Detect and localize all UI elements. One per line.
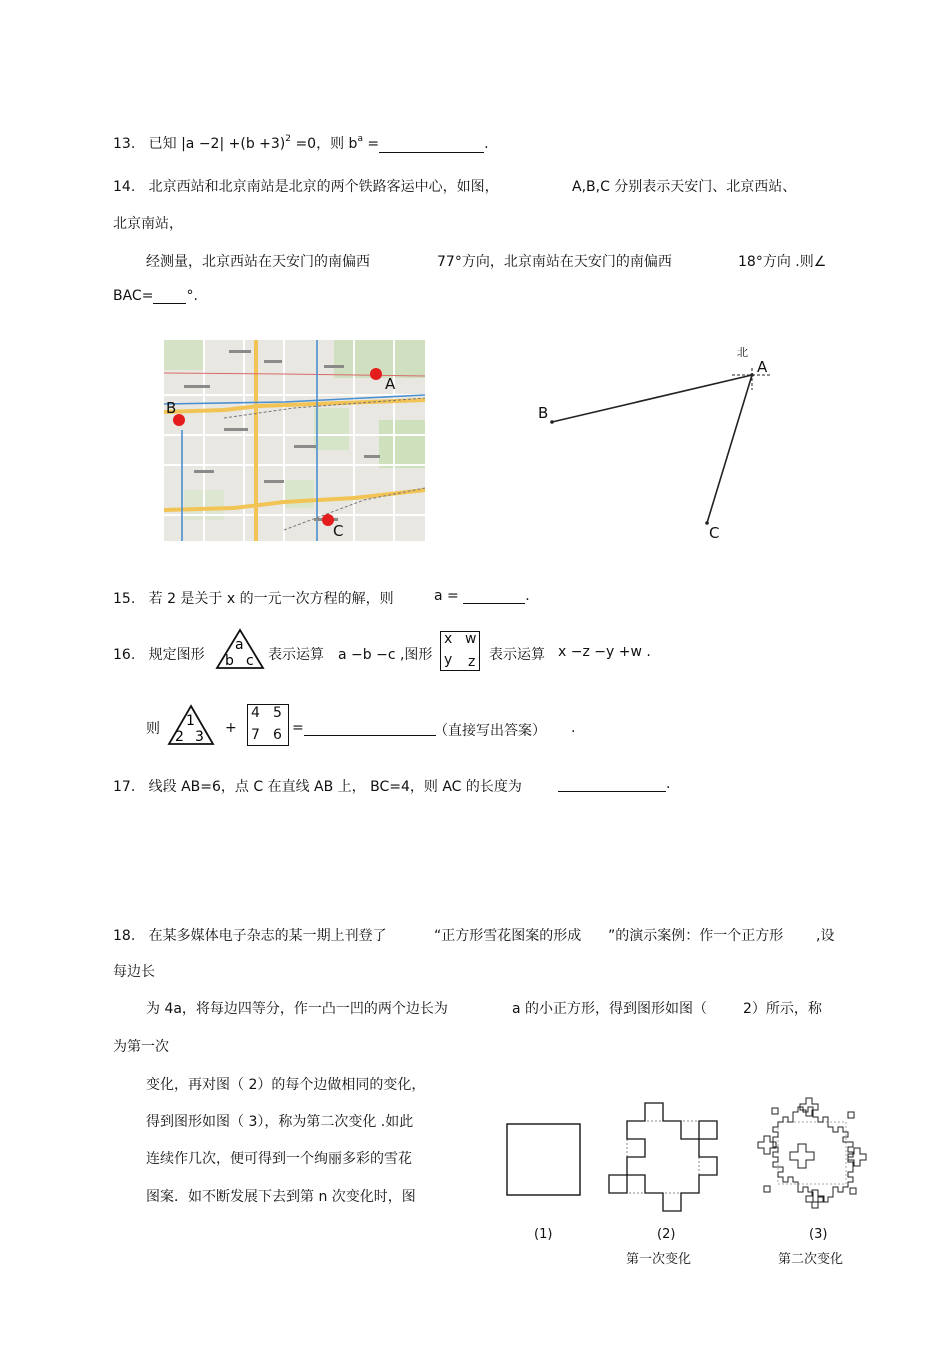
q15-text: 若 2 是关于 x 的一元一次方程的解，则 bbox=[148, 591, 394, 607]
triangle-instance-icon bbox=[167, 704, 215, 746]
beijing-map-image bbox=[164, 340, 425, 541]
q14-line4a: BAC= bbox=[113, 288, 154, 304]
figure-3-caption: 第二次变化 bbox=[778, 1252, 844, 1267]
q13-answer-blank[interactable] bbox=[379, 138, 484, 153]
q16-plus: + bbox=[225, 720, 237, 736]
figure-1-label: (1) bbox=[534, 1227, 553, 1242]
q14-number: 14. bbox=[113, 179, 136, 195]
q18-line1c: ”的演示案例：作一个正方形 bbox=[608, 928, 784, 944]
q17-answer-blank[interactable] bbox=[558, 777, 666, 792]
q17-text: 线段 AB=6，点 C 在直线 AB 上， BC=4，则 AC 的长度为 bbox=[148, 779, 522, 795]
q15-answer bbox=[434, 588, 530, 604]
tri-right: c bbox=[246, 653, 254, 669]
diagram-label-c: C bbox=[709, 524, 720, 542]
q16-text2: 表示运算 bbox=[268, 647, 324, 663]
q18-line4: 为第一次 bbox=[113, 1039, 169, 1055]
q16-answer bbox=[292, 720, 436, 736]
box-bl: y bbox=[444, 652, 453, 668]
q17-number: 17. bbox=[113, 779, 136, 795]
q17-end: . bbox=[666, 776, 671, 792]
b2-bl: 7 bbox=[251, 727, 260, 743]
q18-line8: 图案．如不断发展下去到第 n 次变化时，图 bbox=[146, 1189, 416, 1205]
q18-line1b: “正方形雪花图案的形成 bbox=[434, 928, 582, 944]
q18-line5: 变化，再对图（ 2）的每个边做相同的变化， bbox=[146, 1077, 426, 1093]
b2-tr: 5 bbox=[273, 705, 282, 721]
box-br: z bbox=[468, 654, 476, 670]
q13-rest: =0，则 b bbox=[291, 136, 358, 152]
q15-number: 15. bbox=[113, 591, 136, 607]
q14-line1 bbox=[113, 176, 499, 196]
figure-3-label: (3) bbox=[809, 1227, 828, 1242]
q18-line3b: a 的小正方形，得到图形如图（ bbox=[512, 1001, 708, 1017]
q15-answer-blank[interactable] bbox=[463, 589, 525, 604]
q18-line7: 连续作几次，便可得到一个绚丽多彩的雪花 bbox=[146, 1151, 412, 1167]
t2-left: 2 bbox=[175, 729, 184, 745]
figure-2-caption: 第一次变化 bbox=[626, 1252, 692, 1267]
q18-line6: 得到图形如图（ 3），称为第二次变化 .如此 bbox=[146, 1114, 414, 1130]
q15 bbox=[113, 588, 394, 608]
direction-diagram bbox=[530, 340, 790, 550]
q18-line2: 每边长 bbox=[113, 964, 155, 980]
box-tr: w bbox=[465, 631, 477, 647]
q13-number: 13. bbox=[113, 136, 136, 152]
q14-line4b: °. bbox=[186, 288, 198, 304]
q14-line1a: 北京西站和北京南站是北京的两个铁路客运中心，如图， bbox=[148, 179, 499, 195]
q13-end: . bbox=[484, 136, 489, 152]
q16-end: . bbox=[571, 720, 576, 736]
q14-answer-blank[interactable] bbox=[153, 289, 186, 304]
triangle-operator-icon bbox=[215, 628, 265, 670]
figure-2-first-change bbox=[605, 1098, 723, 1216]
b2-tl: 4 bbox=[251, 705, 260, 721]
box-tl: x bbox=[444, 631, 453, 647]
diagram-north-label: 北 bbox=[737, 346, 748, 359]
q13 bbox=[113, 133, 489, 153]
map-label-b: B bbox=[166, 399, 177, 417]
figure-3-second-change bbox=[750, 1094, 874, 1212]
q13-text: 已知 |a −2| +(b +3) bbox=[148, 136, 286, 152]
q17-answer bbox=[558, 776, 670, 792]
diagram-label-b: B bbox=[538, 404, 549, 422]
figure-2-label: (2) bbox=[657, 1227, 676, 1242]
diagram-label-a: A bbox=[757, 358, 768, 376]
q14-line3c: 18°方向 .则∠ bbox=[738, 254, 827, 270]
map-marker-a bbox=[370, 368, 382, 380]
q15-var: a = bbox=[434, 588, 459, 604]
q15-end: . bbox=[525, 588, 530, 604]
t2-right: 3 bbox=[195, 729, 204, 745]
q16-op1: a −b −c ,图形 bbox=[338, 647, 433, 663]
figure-1-square bbox=[505, 1122, 583, 1198]
b2-br: 6 bbox=[273, 727, 282, 743]
square-operator-icon bbox=[440, 631, 480, 671]
q17 bbox=[113, 776, 522, 796]
q18-line1a: 在某多媒体电子杂志的某一期上刊登了 bbox=[148, 928, 387, 944]
map-label-c: C bbox=[333, 522, 344, 540]
q14-line2: 北京南站， bbox=[113, 216, 183, 232]
q16-text1: 规定图形 bbox=[148, 647, 205, 663]
q13-exponent-a: a bbox=[357, 134, 363, 144]
q13-exponent: 2 bbox=[285, 134, 291, 144]
q16-op2: x −z −y +w . bbox=[558, 644, 651, 660]
q14-line1b: A,B,C 分别表示天安门、北京西站、 bbox=[572, 179, 797, 195]
q18-line3c: 2）所示，称 bbox=[743, 1001, 822, 1017]
q16-eq: = bbox=[292, 720, 304, 736]
q16-number-text bbox=[113, 644, 205, 664]
tri-top: a bbox=[235, 637, 244, 653]
q18-line3a: 为 4a，将每边四等分，作一凸一凹的两个边长为 bbox=[146, 1001, 448, 1017]
q16-number: 16. bbox=[113, 647, 136, 663]
q13-eq: = bbox=[362, 136, 380, 152]
square-instance-icon bbox=[247, 704, 289, 746]
q18-line1d: ,设 bbox=[816, 928, 835, 944]
map-label-a: A bbox=[385, 375, 396, 393]
q18-number: 18. bbox=[113, 928, 136, 944]
q16-then: 则 bbox=[146, 721, 160, 737]
q16-note: （直接写出答案） bbox=[434, 723, 546, 739]
q16-answer-blank[interactable] bbox=[304, 721, 436, 736]
q14-line4 bbox=[113, 288, 198, 304]
t2-top: 1 bbox=[186, 713, 195, 729]
q14-line3a: 经测量，北京西站在天安门的南偏西 bbox=[146, 254, 370, 270]
q14-line3b: 77°方向，北京南站在天安门的南偏西 bbox=[437, 254, 672, 270]
tri-left: b bbox=[225, 653, 234, 669]
q18-line1 bbox=[113, 925, 387, 945]
q16-text3: 表示运算 bbox=[489, 647, 545, 663]
